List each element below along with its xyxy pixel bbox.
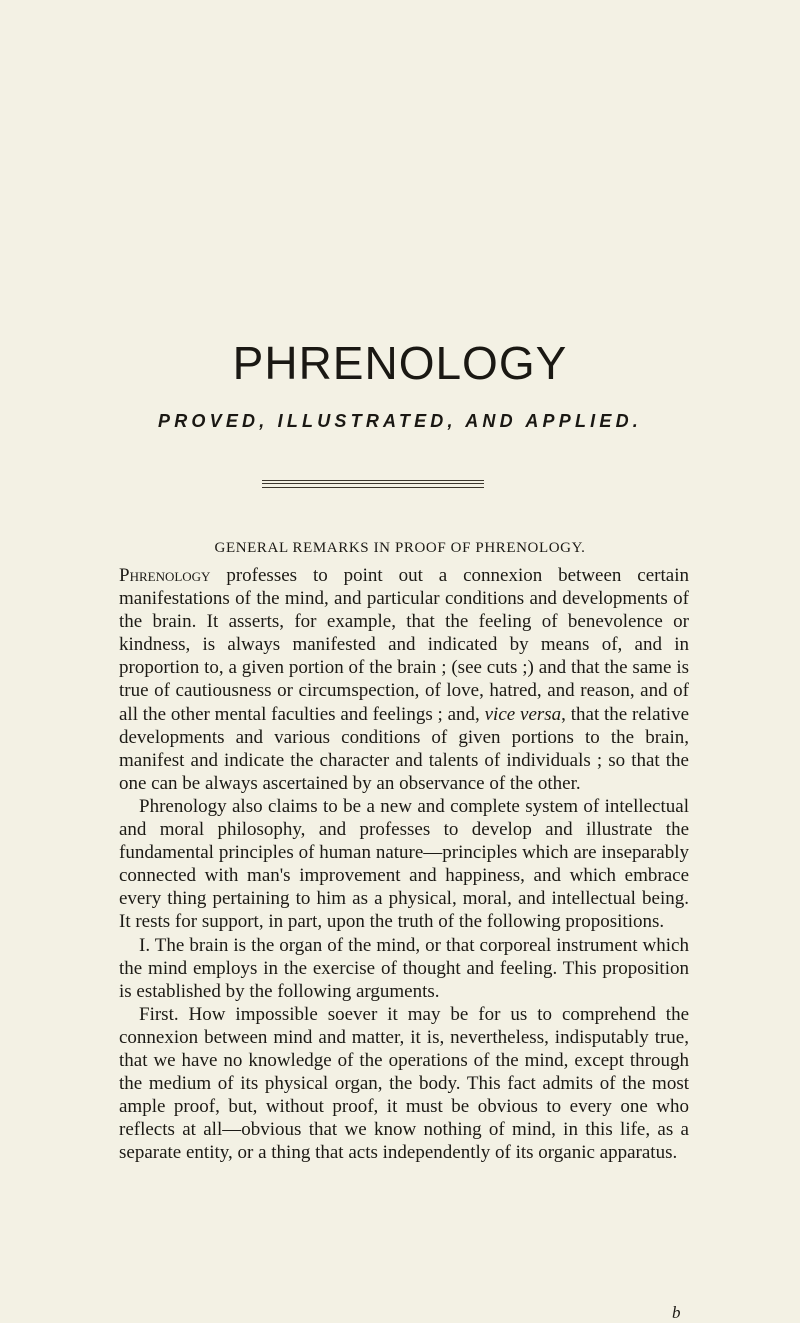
paragraph-1: [119, 564, 689, 795]
signature-mark: b: [672, 1303, 681, 1322]
section-heading: GENERAL REMARKS IN PROOF OF PHRENOLOGY.: [214, 540, 586, 556]
paragraph-2: Phrenology also claims to be a new and complete system of intellectual and moral philosophy, and professes to develop and illustrate the fundamental principles of human nature—principles which are inseparably connected with man's improvement and happiness, and which embrace every thing pertaining to him as a physical, moral, and intellectual being. It rests for support, in part, upon the truth of the following propositions.: [119, 795, 689, 933]
paragraph-3: I. The brain is the organ of the mind, or that corporeal instrument which the mind employs in the exercise of thought and feeling. This proposition is established by the following arguments.: [119, 934, 689, 1002]
body-text: [119, 564, 689, 1164]
paragraph-1-italic: vice versa: [484, 703, 562, 725]
page-title: PHRENOLOGY: [232, 337, 568, 389]
lead-word: Phrenology: [119, 565, 211, 586]
paragraph-1-text-b: , that the relative developments and various conditions of given portions to the brain, manifest and indicate the character and talents of individuals ; so that the one can be always ascertained by an observance of the other.: [119, 703, 690, 794]
paragraph-1-text-a: professes to point out a connexion between certain manifestations of the mind, and particular conditions and developments of the brain. It asserts, for example, that the feeling of benevolence or kindness, is always manifested and indicated by means of, and in proportion to, a given portion of the brain ; (see cuts ;) and that the same is true of cautiousness or circumspection, of love, hatred, and reason, and of all the other mental faculties and feelings ; and,: [119, 565, 689, 725]
paragraph-4: First. How impossible soever it may be for us to comprehend the connexion between mind and matter, it is, nevertheless, indisputably true, that we have no knowledge of the operations of the mind, except through the medium of its physical organ, the body. This fact admits of the most ample proof, but, without proof, it must be obvious to every one who reflects at all—obvious that we know nothing of mind, in this life, as a separate entity, or a thing that acts independently of its organic apparatus.: [119, 1003, 689, 1164]
page-subtitle: PROVED, ILLUSTRATED, AND APPLIED.: [158, 411, 642, 431]
decorative-rule: [262, 480, 484, 488]
